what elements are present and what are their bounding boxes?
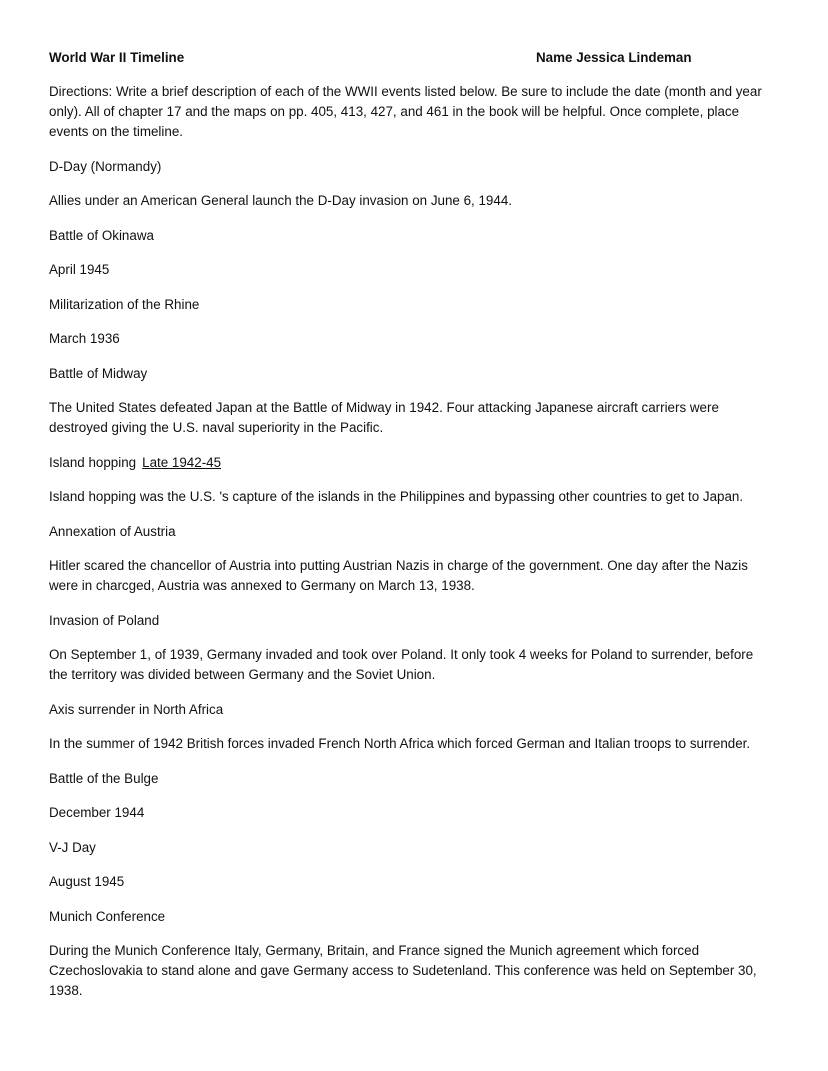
directions-text: Directions: Write a brief description of each of the WWII events listed below. Be sure to include the date (month and year only). All of chapter 17 and the maps on pp. 405, 413, 427, and 461 in the book will be helpful. Once complete, place events on the timeline. [49,84,762,139]
event-title-bulge: Battle of the Bulge [49,770,159,786]
event-description-munich: During the Munich Conference Italy, Germany, Britain, and France signed the Munich agreement which forced Czechoslovakia to stand alone and gave Germany access to Sudetenland. This conference was held on September 30, 1938. [49,943,757,998]
event-title-midway: Battle of Midway [49,365,148,381]
event-description-rhine: March 1936 [49,331,120,346]
event-title-vj-day: V-J Day [49,839,96,855]
event-title-island-hopping [49,453,773,473]
event-description-island-hopping: Island hopping was the U.S. 's capture of the islands in the Philippines and bypassing other countries to get to Japan. [49,489,744,504]
event-title-munich: Munich Conference [49,908,166,924]
event-description-north-africa: In the summer of 1942 British forces invaded French North Africa which forced German and Italian troops to surrender. [49,736,751,751]
event-title-north-africa: Axis surrender in North Africa [49,701,224,717]
document-title: World War II Timeline [49,50,185,65]
event-description-bulge: December 1944 [49,805,145,820]
event-title-rhine: Militarization of the Rhine [49,296,200,312]
event-description-d-day: Allies under an American General launch the D-Day invasion on June 6, 1944. [49,193,512,208]
event-description-poland: On September 1, of 1939, Germany invaded and took over Poland. It only took 4 weeks for Poland to surrender, before the territory was divided between Germany and the Soviet Union. [49,647,754,682]
event-description-austria: Hitler scared the chancellor of Austria into putting Austrian Nazis in charge of the government. One day after the Nazis were in charcged, Austria was annexed to Germany on March 13, 1938. [49,558,748,593]
event-description-okinawa: April 1945 [49,262,110,277]
event-description-vj-day: August 1945 [49,874,125,889]
event-title-okinawa: Battle of Okinawa [49,227,154,243]
document-header [49,48,773,68]
event-description-midway: The United States defeated Japan at the Battle of Midway in 1942. Four attacking Japanese aircraft carriers were destroyed giving the U.S. naval superiority in the Pacific. [49,400,719,435]
event-title-austria: Annexation of Austria [49,523,176,539]
student-name: Name Jessica Lindeman [536,50,692,65]
event-title-island-hopping-label: Island hopping [49,454,137,470]
event-date-island-hopping: Late 1942-45 [142,454,222,470]
document-page [49,48,773,1016]
event-title-d-day: D-Day (Normandy) [49,158,162,174]
event-title-poland: Invasion of Poland [49,612,160,628]
